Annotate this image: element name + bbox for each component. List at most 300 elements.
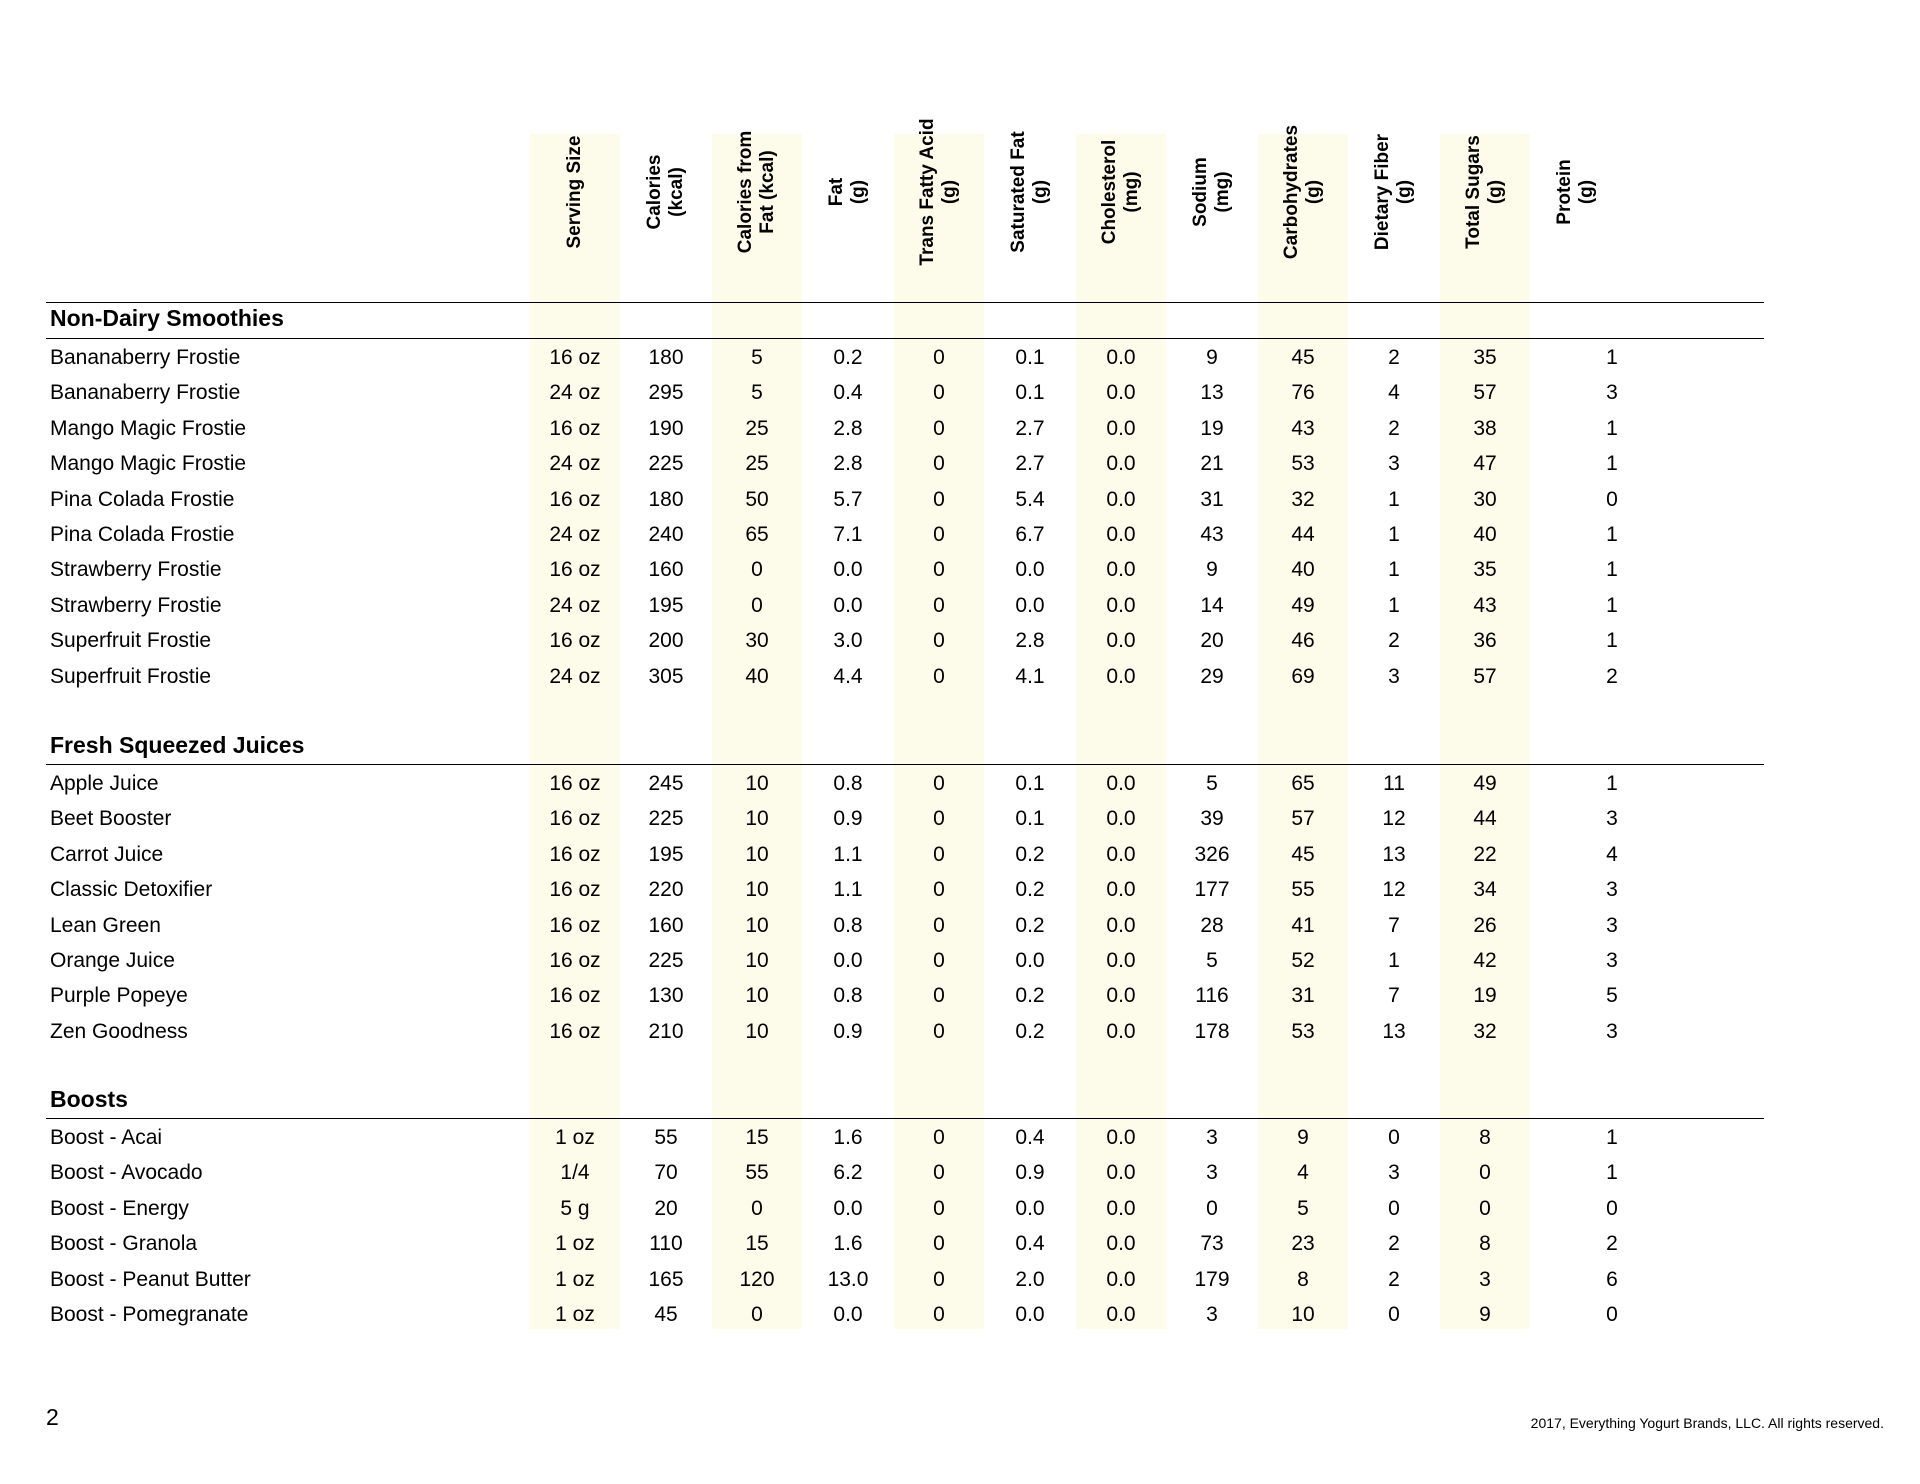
value-cell: 0 <box>933 1303 945 1326</box>
value-cell: 0.8 <box>833 984 863 1008</box>
value-cell: 3 <box>1206 1303 1218 1326</box>
value-cell: 12 <box>1382 807 1406 831</box>
value-cell: 0 <box>933 1196 945 1220</box>
table-row <box>0 659 1920 694</box>
value-cell: 5 <box>1297 1196 1309 1220</box>
value-cell: 0 <box>933 346 945 369</box>
value-cell: 225 <box>648 807 684 831</box>
value-cell: 3 <box>1606 807 1618 831</box>
value-cell: 10 <box>745 913 769 937</box>
value-cell: 0.0 <box>1106 1267 1136 1291</box>
value-cell: 1 <box>1606 558 1618 582</box>
value-cell: 0.2 <box>1015 878 1045 902</box>
value-cell: 305 <box>648 664 684 688</box>
value-cell: 26 <box>1473 913 1497 937</box>
value-cell: 47 <box>1473 452 1497 476</box>
value-cell: 3 <box>1388 1161 1400 1185</box>
value-cell: 22 <box>1473 842 1497 866</box>
table-row <box>0 1297 1920 1332</box>
value-cell: 3.0 <box>833 629 863 653</box>
table-row <box>0 340 1920 375</box>
value-cell: 39 <box>1200 807 1224 831</box>
column-header <box>1349 134 1439 300</box>
value-cell: 57 <box>1473 381 1497 405</box>
column-header <box>530 134 620 300</box>
value-cell: 1 oz <box>555 1232 595 1256</box>
value-cell: 0 <box>933 1019 945 1043</box>
value-cell: 0 <box>933 381 945 405</box>
value-cell: 0.8 <box>833 913 863 937</box>
table-row <box>0 623 1920 658</box>
value-cell: 0 <box>933 629 945 653</box>
value-cell: 195 <box>648 842 684 866</box>
column-header <box>894 118 984 300</box>
value-cell: 41 <box>1291 913 1315 937</box>
value-cell: 0 <box>1206 1196 1218 1220</box>
value-cell: 23 <box>1291 1232 1315 1256</box>
value-cell: 180 <box>648 487 684 511</box>
value-cell: 0 <box>933 558 945 582</box>
value-cell: 7.1 <box>833 523 863 546</box>
value-cell: 2 <box>1388 1232 1400 1256</box>
value-cell: 0.0 <box>1106 1303 1136 1326</box>
item-name: Zen Goodness <box>50 1019 188 1043</box>
value-cell: 10 <box>745 807 769 831</box>
value-cell: 1 <box>1606 452 1618 476</box>
copyright-notice: 2017, Everything Yogurt Brands, LLC. All rights reserved. <box>1530 1415 1884 1431</box>
value-cell: 1.1 <box>833 878 863 902</box>
value-cell: 0 <box>1479 1161 1491 1185</box>
value-cell: 45 <box>1291 346 1315 369</box>
table-row <box>0 1262 1920 1297</box>
value-cell: 160 <box>648 558 684 582</box>
value-cell: 10 <box>745 949 769 972</box>
value-cell: 16 oz <box>549 1019 601 1043</box>
value-cell: 0 <box>751 593 763 617</box>
table-row <box>0 872 1920 907</box>
value-cell: 0.0 <box>833 1196 863 1220</box>
value-cell: 1 <box>1606 593 1618 617</box>
value-cell: 1 <box>1388 523 1400 546</box>
value-cell: 9 <box>1297 1126 1309 1149</box>
value-cell: 0.1 <box>1015 346 1045 369</box>
value-cell: 35 <box>1473 558 1497 582</box>
value-cell: 1.6 <box>833 1232 863 1256</box>
value-cell: 4.4 <box>833 664 863 688</box>
value-cell: 3 <box>1606 1019 1618 1043</box>
value-cell: 16 oz <box>549 629 601 653</box>
item-name: Superfruit Frostie <box>50 629 212 653</box>
value-cell: 13 <box>1382 842 1406 866</box>
value-cell: 14 <box>1200 593 1224 617</box>
value-cell: 179 <box>1194 1267 1230 1291</box>
value-cell: 5 <box>1206 949 1218 972</box>
value-cell: 2 <box>1606 1232 1618 1256</box>
value-cell: 0 <box>1606 1196 1618 1220</box>
value-cell: 55 <box>745 1161 769 1185</box>
value-cell: 19 <box>1200 416 1224 440</box>
value-cell: 1 <box>1388 593 1400 617</box>
value-cell: 2.7 <box>1015 416 1045 440</box>
value-cell: 3 <box>1479 1267 1491 1291</box>
item-name: Orange Juice <box>50 949 175 972</box>
value-cell: 0 <box>933 913 945 937</box>
section-title: Fresh Squeezed Juices <box>50 732 305 758</box>
value-cell: 16 oz <box>549 558 601 582</box>
value-cell: 0.0 <box>1106 949 1136 972</box>
value-cell: 1 <box>1388 558 1400 582</box>
value-cell: 0 <box>933 949 945 972</box>
item-name: Boost - Pomegranate <box>50 1303 249 1326</box>
table-row <box>0 517 1920 552</box>
value-cell: 0.0 <box>1106 984 1136 1008</box>
value-cell: 240 <box>648 523 684 546</box>
value-cell: 1 <box>1606 772 1618 795</box>
column-header-label: Serving Size <box>564 135 585 249</box>
value-cell: 10 <box>745 878 769 902</box>
value-cell: 0.2 <box>1015 1019 1045 1043</box>
value-cell: 0 <box>933 452 945 476</box>
table-row <box>0 1120 1920 1155</box>
value-cell: 44 <box>1291 523 1315 546</box>
column-header-label: Cholesterol (mg) <box>1099 139 1142 245</box>
table-row <box>0 482 1920 517</box>
value-cell: 24 oz <box>549 593 601 617</box>
value-cell: 50 <box>745 487 769 511</box>
value-cell: 0 <box>933 842 945 866</box>
value-cell: 5 <box>1606 984 1618 1008</box>
section-title: Boosts <box>50 1086 128 1112</box>
value-cell: 45 <box>654 1303 678 1326</box>
table-row <box>0 1014 1920 1049</box>
value-cell: 0.4 <box>833 381 863 405</box>
value-cell: 0.0 <box>833 1303 863 1326</box>
value-cell: 40 <box>1291 558 1315 582</box>
value-cell: 16 oz <box>549 346 601 369</box>
value-cell: 0.9 <box>1015 1161 1045 1185</box>
value-cell: 28 <box>1200 913 1224 937</box>
column-header <box>1258 124 1348 300</box>
item-name: Boost - Energy <box>50 1196 189 1220</box>
item-name: Bananaberry Frostie <box>50 346 241 369</box>
value-cell: 0 <box>751 1196 763 1220</box>
value-cell: 0.2 <box>1015 984 1045 1008</box>
value-cell: 0 <box>933 487 945 511</box>
value-cell: 76 <box>1291 381 1315 405</box>
value-cell: 2.0 <box>1015 1267 1045 1291</box>
value-cell: 0.0 <box>1106 772 1136 795</box>
value-cell: 0.4 <box>1015 1126 1045 1149</box>
value-cell: 0.0 <box>833 949 863 972</box>
value-cell: 44 <box>1473 807 1497 831</box>
item-name: Boost - Avocado <box>50 1161 203 1185</box>
value-cell: 42 <box>1473 949 1497 972</box>
value-cell: 57 <box>1291 807 1315 831</box>
value-cell: 0.1 <box>1015 381 1045 405</box>
value-cell: 55 <box>654 1126 678 1149</box>
value-cell: 6.7 <box>1015 523 1045 546</box>
value-cell: 110 <box>649 1232 683 1256</box>
item-name: Purple Popeye <box>50 984 188 1008</box>
value-cell: 1 <box>1388 949 1400 972</box>
value-cell: 40 <box>745 664 769 688</box>
table-row <box>0 908 1920 943</box>
value-cell: 0.0 <box>1015 949 1045 972</box>
section-rule <box>46 338 1764 339</box>
value-cell: 1.6 <box>833 1126 863 1149</box>
value-cell: 49 <box>1473 772 1497 795</box>
item-name: Pina Colada Frostie <box>50 523 235 546</box>
item-name: Apple Juice <box>50 772 159 795</box>
item-name: Boost - Granola <box>50 1232 198 1256</box>
column-header-label: Protein (g) <box>1554 159 1597 225</box>
value-cell: 0.0 <box>1106 1019 1136 1043</box>
value-cell: 220 <box>648 878 684 902</box>
value-cell: 1 <box>1606 1126 1618 1149</box>
item-name: Boost - Peanut Butter <box>50 1267 251 1291</box>
table-row <box>0 446 1920 481</box>
table-row <box>0 1226 1920 1261</box>
value-cell: 2 <box>1388 1267 1400 1291</box>
value-cell: 46 <box>1291 629 1315 653</box>
value-cell: 2.8 <box>833 416 863 440</box>
value-cell: 0.0 <box>1106 593 1136 617</box>
value-cell: 1 <box>1606 523 1618 546</box>
value-cell: 1 oz <box>555 1303 595 1326</box>
value-cell: 0.2 <box>1015 842 1045 866</box>
value-cell: 20 <box>1200 629 1224 653</box>
column-header <box>621 134 711 300</box>
table-row <box>0 588 1920 623</box>
value-cell: 9 <box>1206 558 1218 582</box>
value-cell: 13.0 <box>827 1267 869 1291</box>
item-name: Beet Booster <box>50 807 172 831</box>
value-cell: 10 <box>745 842 769 866</box>
value-cell: 225 <box>648 452 684 476</box>
item-name: Lean Green <box>50 913 161 937</box>
table-row <box>0 837 1920 872</box>
value-cell: 1 <box>1606 346 1618 369</box>
value-cell: 4 <box>1606 842 1618 866</box>
header-rule <box>46 302 1764 303</box>
value-cell: 0 <box>933 664 945 688</box>
value-cell: 1/4 <box>560 1161 590 1185</box>
value-cell: 3 <box>1606 878 1618 902</box>
table-row <box>0 1191 1920 1226</box>
item-name: Classic Detoxifier <box>50 878 213 902</box>
value-cell: 16 oz <box>549 487 601 511</box>
value-cell: 0.0 <box>833 593 863 617</box>
value-cell: 2 <box>1606 664 1618 688</box>
value-cell: 0.0 <box>1106 1126 1136 1149</box>
item-name: Boost - Acai <box>50 1126 163 1149</box>
value-cell: 0.9 <box>833 807 863 831</box>
value-cell: 0.0 <box>1106 1196 1136 1220</box>
value-cell: 0 <box>1388 1303 1400 1326</box>
column-header-label: Calories from Fat (kcal) <box>735 130 778 254</box>
column-header <box>712 130 802 300</box>
value-cell: 0.0 <box>1106 416 1136 440</box>
value-cell: 2.8 <box>833 452 863 476</box>
column-header <box>1076 134 1166 300</box>
value-cell: 5 <box>1206 772 1218 795</box>
value-cell: 9 <box>1206 346 1218 369</box>
value-cell: 69 <box>1291 664 1315 688</box>
value-cell: 0.4 <box>1015 1232 1045 1256</box>
value-cell: 0.0 <box>1106 842 1136 866</box>
value-cell: 52 <box>1291 949 1315 972</box>
value-cell: 10 <box>745 1019 769 1043</box>
value-cell: 12 <box>1382 878 1406 902</box>
column-header-label: Dietary Fiber (g) <box>1372 133 1415 251</box>
value-cell: 73 <box>1200 1232 1224 1256</box>
value-cell: 16 oz <box>549 984 601 1008</box>
value-cell: 3 <box>1388 452 1400 476</box>
value-cell: 0.0 <box>1106 346 1136 369</box>
value-cell: 0 <box>1388 1196 1400 1220</box>
value-cell: 20 <box>654 1196 678 1220</box>
value-cell: 1 <box>1388 487 1400 511</box>
value-cell: 8 <box>1479 1232 1491 1256</box>
value-cell: 16 oz <box>549 913 601 937</box>
table-row <box>0 766 1920 801</box>
value-cell: 5.4 <box>1015 487 1045 511</box>
column-header <box>1531 134 1621 300</box>
value-cell: 29 <box>1200 664 1224 688</box>
value-cell: 24 oz <box>549 381 601 405</box>
value-cell: 57 <box>1473 664 1497 688</box>
value-cell: 0 <box>933 593 945 617</box>
value-cell: 0.0 <box>1106 487 1136 511</box>
value-cell: 0.0 <box>833 558 863 582</box>
value-cell: 245 <box>648 772 684 795</box>
item-name: Superfruit Frostie <box>50 664 212 688</box>
value-cell: 0.0 <box>1015 558 1045 582</box>
value-cell: 45 <box>1291 842 1315 866</box>
table-row <box>0 978 1920 1013</box>
value-cell: 11 <box>1383 772 1405 795</box>
value-cell: 0.9 <box>833 1019 863 1043</box>
value-cell: 13 <box>1382 1019 1406 1043</box>
value-cell: 0.0 <box>1106 1161 1136 1185</box>
value-cell: 32 <box>1473 1019 1497 1043</box>
value-cell: 0 <box>1388 1126 1400 1149</box>
value-cell: 180 <box>648 346 684 369</box>
value-cell: 0.0 <box>1015 1303 1045 1326</box>
column-header <box>1167 134 1257 300</box>
value-cell: 21 <box>1200 452 1224 476</box>
value-cell: 1 <box>1606 629 1618 653</box>
value-cell: 4 <box>1297 1161 1309 1185</box>
value-cell: 1 oz <box>555 1126 595 1149</box>
value-cell: 43 <box>1473 593 1497 617</box>
value-cell: 43 <box>1200 523 1224 546</box>
value-cell: 8 <box>1479 1126 1491 1149</box>
value-cell: 200 <box>648 629 684 653</box>
value-cell: 53 <box>1291 452 1315 476</box>
value-cell: 0.0 <box>1106 558 1136 582</box>
value-cell: 10 <box>745 772 769 795</box>
value-cell: 0 <box>751 558 763 582</box>
value-cell: 65 <box>1291 772 1315 795</box>
value-cell: 3 <box>1206 1126 1218 1149</box>
value-cell: 16 oz <box>549 949 601 972</box>
value-cell: 2 <box>1388 629 1400 653</box>
value-cell: 13 <box>1200 381 1224 405</box>
column-header <box>1440 134 1530 300</box>
value-cell: 53 <box>1291 1019 1315 1043</box>
table-row <box>0 411 1920 446</box>
column-header-label: Sodium (mg) <box>1190 157 1233 227</box>
value-cell: 1 <box>1606 416 1618 440</box>
value-cell: 55 <box>1291 878 1315 902</box>
value-cell: 0.0 <box>1106 807 1136 831</box>
value-cell: 34 <box>1473 878 1497 902</box>
item-name: Bananaberry Frostie <box>50 381 241 405</box>
table-row <box>0 552 1920 587</box>
value-cell: 0.0 <box>1106 1232 1136 1256</box>
table-row <box>0 1155 1920 1190</box>
value-cell: 30 <box>1473 487 1497 511</box>
value-cell: 30 <box>745 629 769 653</box>
value-cell: 43 <box>1291 416 1315 440</box>
value-cell: 165 <box>648 1267 684 1291</box>
value-cell: 0 <box>751 1303 763 1326</box>
value-cell: 3 <box>1606 381 1618 405</box>
item-name: Carrot Juice <box>50 842 164 866</box>
value-cell: 0 <box>1606 487 1618 511</box>
table-row <box>0 943 1920 978</box>
value-cell: 35 <box>1473 346 1497 369</box>
column-header-label: Fat (g) <box>826 177 869 207</box>
value-cell: 10 <box>745 984 769 1008</box>
section-title: Non-Dairy Smoothies <box>50 305 284 331</box>
value-cell: 3 <box>1206 1161 1218 1185</box>
value-cell: 3 <box>1388 664 1400 688</box>
value-cell: 116 <box>1195 984 1229 1008</box>
value-cell: 120 <box>739 1267 775 1291</box>
value-cell: 16 oz <box>549 807 601 831</box>
value-cell: 16 oz <box>549 416 601 440</box>
column-header-label: Total Sugars (g) <box>1463 135 1506 249</box>
value-cell: 0.0 <box>1106 523 1136 546</box>
value-cell: 70 <box>654 1161 678 1185</box>
value-cell: 295 <box>648 381 684 405</box>
value-cell: 0 <box>1606 1303 1618 1326</box>
value-cell: 0.0 <box>1106 913 1136 937</box>
value-cell: 49 <box>1291 593 1315 617</box>
item-name: Strawberry Frostie <box>50 593 222 617</box>
value-cell: 2 <box>1388 346 1400 369</box>
value-cell: 0 <box>933 807 945 831</box>
value-cell: 31 <box>1291 984 1315 1008</box>
column-header <box>803 134 893 300</box>
value-cell: 1.1 <box>833 842 863 866</box>
value-cell: 5 <box>751 381 763 405</box>
value-cell: 326 <box>1194 842 1230 866</box>
value-cell: 0 <box>933 984 945 1008</box>
value-cell: 8 <box>1297 1267 1309 1291</box>
table-row <box>0 801 1920 836</box>
value-cell: 2.7 <box>1015 452 1045 476</box>
item-name: Mango Magic Frostie <box>50 452 247 476</box>
item-name: Strawberry Frostie <box>50 558 222 582</box>
value-cell: 0.0 <box>1106 381 1136 405</box>
value-cell: 210 <box>648 1019 684 1043</box>
value-cell: 0.0 <box>1015 1196 1045 1220</box>
column-header-label: Trans Fatty Acid (g) <box>917 118 960 266</box>
value-cell: 225 <box>648 949 684 972</box>
